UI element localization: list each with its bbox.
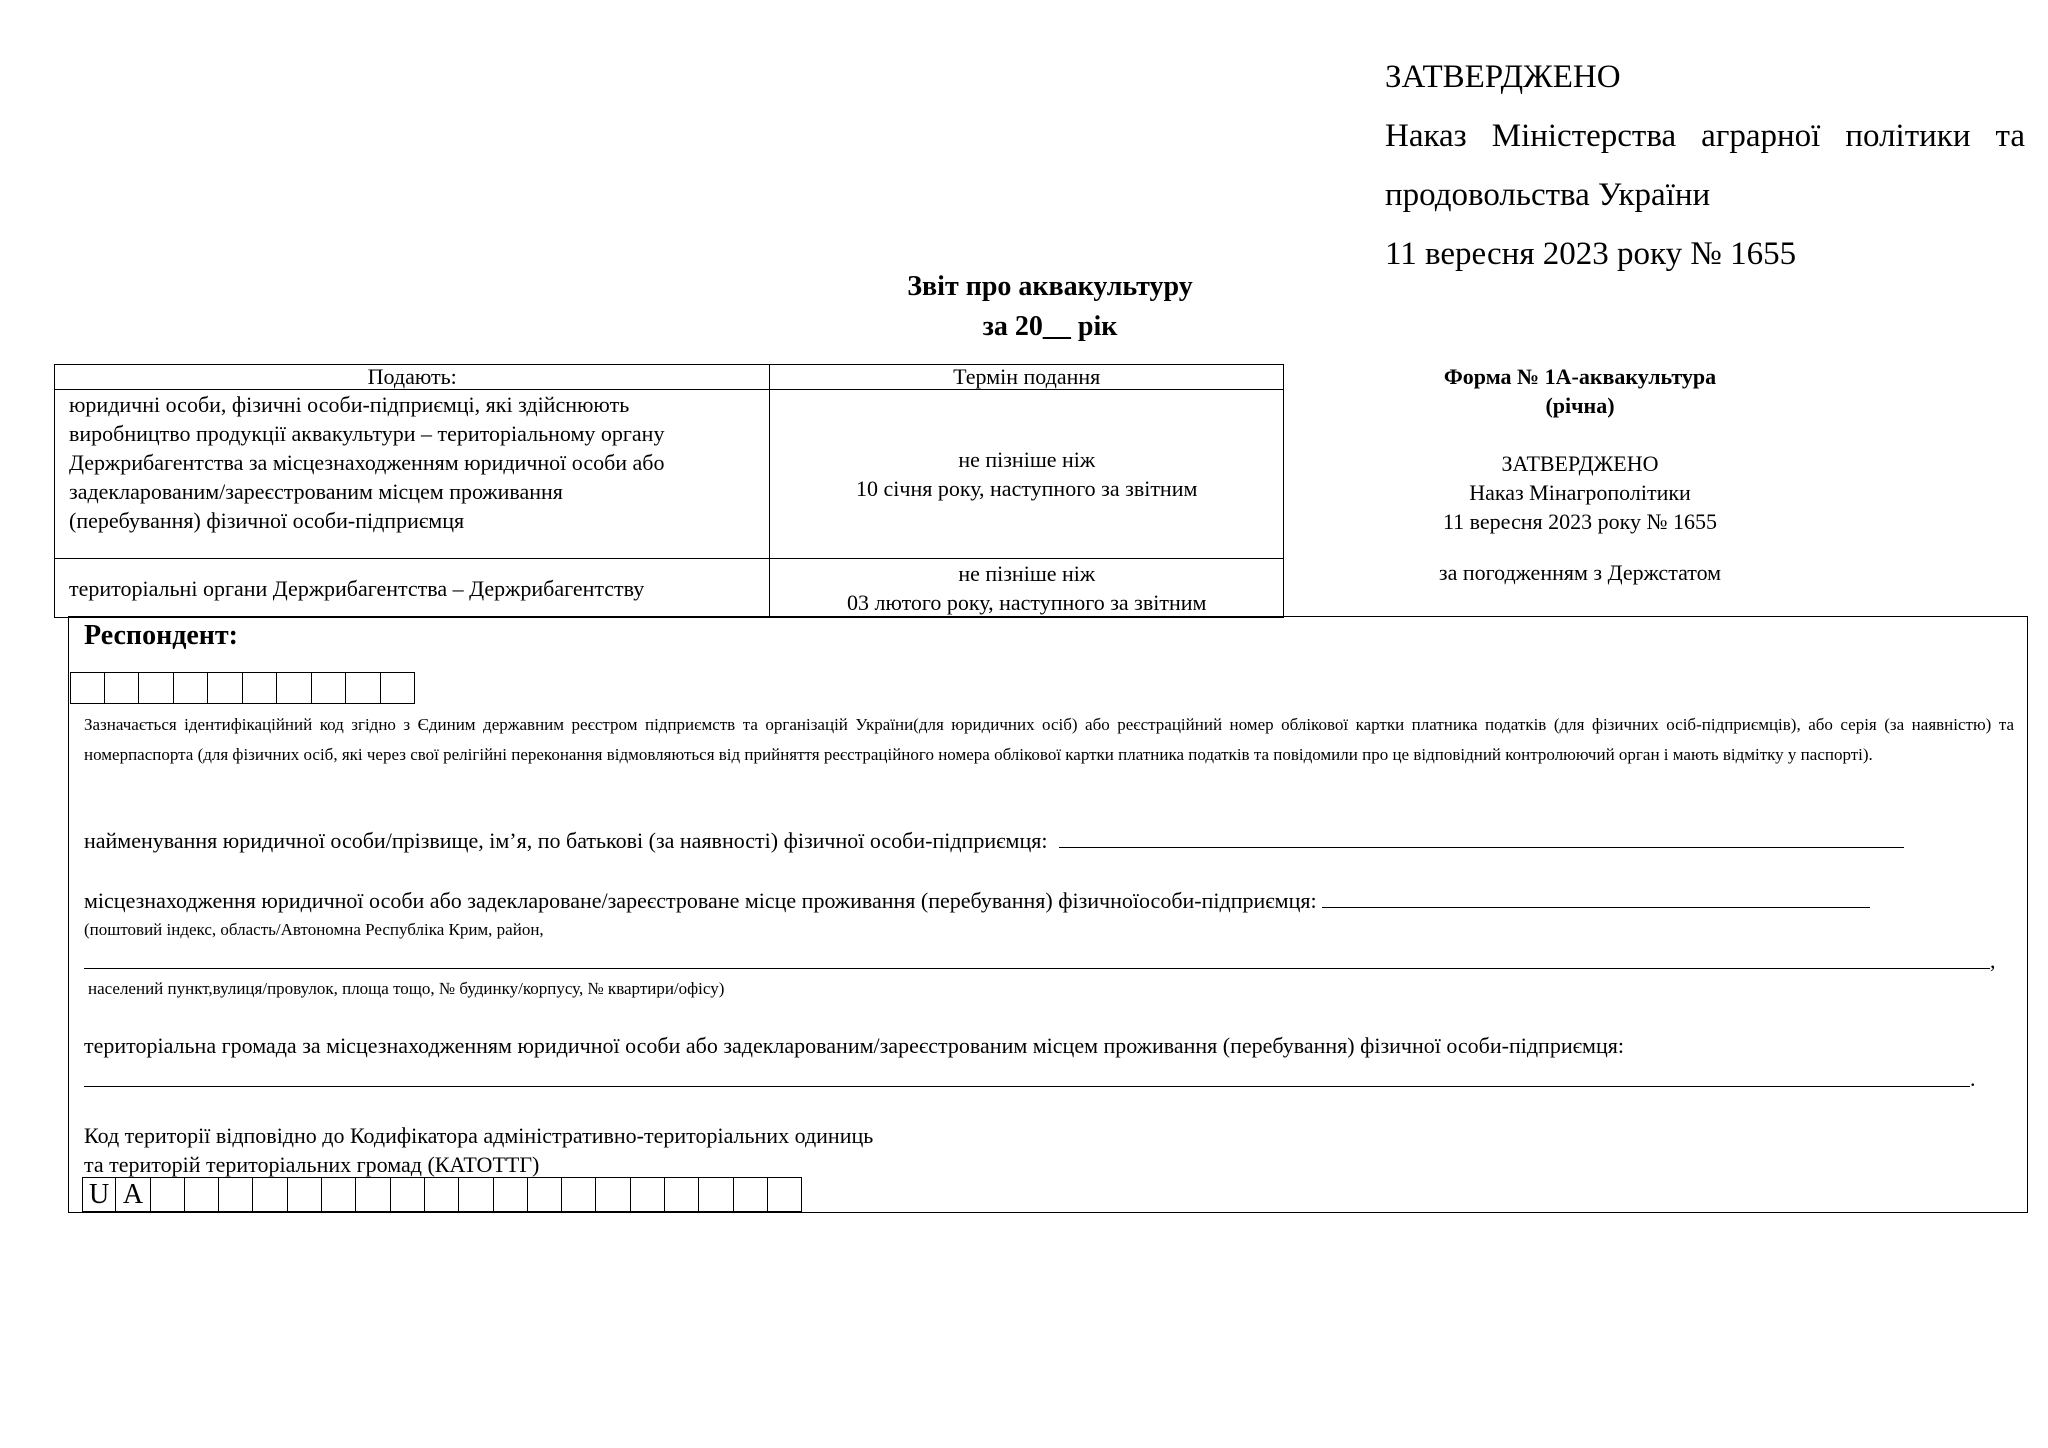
katottg-label xyxy=(84,1121,873,1179)
location-hint-1: (поштовий індекс, область/Автономна Республіка Крим, район, xyxy=(84,920,544,939)
katottg-code-cell[interactable] xyxy=(596,1177,630,1212)
katottg-prefix-cell: U xyxy=(82,1177,116,1212)
approval-order-line2: продовольства України xyxy=(1385,177,1711,213)
approval-order-date: 11 вересня 2023 року № 1655 xyxy=(1385,236,1797,272)
location-label: місцезнаходження юридичної особи або задекларoване/зареєстроване місце проживання (перебування) фізичноїособи-підприємця: xyxy=(84,888,1317,913)
id-code-cell[interactable] xyxy=(105,672,140,704)
form-order-date: 11 вересня 2023 року № 1655 xyxy=(1442,509,1718,534)
id-code-cell[interactable] xyxy=(277,672,312,704)
katottg-code-cell[interactable] xyxy=(425,1177,459,1212)
report-title-line2: за 20__ рік xyxy=(982,311,1118,342)
katottg-code-cell[interactable] xyxy=(185,1177,219,1212)
katottg-code-cell[interactable] xyxy=(391,1177,425,1212)
form-period: (річна) xyxy=(1545,393,1615,418)
katottg-code-cell[interactable] xyxy=(734,1177,768,1212)
submitters-cell xyxy=(55,559,770,618)
respondent-title: Респондент: xyxy=(84,620,238,651)
community-input-line[interactable] xyxy=(84,1086,1970,1087)
submitters-line: територіальні органи Держрибагентства – Держрибагентству xyxy=(69,575,645,601)
katottg-code-cells xyxy=(82,1177,802,1212)
katottg-code-cell[interactable] xyxy=(356,1177,390,1212)
table-row xyxy=(55,390,1284,559)
form-number: Форма № 1А-аквакультура xyxy=(1443,364,1717,389)
submitters-line: виробництво продукції аквакультури – територіальному органу xyxy=(69,421,665,446)
katottg-code-cell[interactable] xyxy=(288,1177,322,1212)
submitters-line: задекларованим/зареєстрованим місцем проживання xyxy=(69,479,563,504)
submitters-cell xyxy=(55,390,770,559)
katottg-prefix-cell: A xyxy=(116,1177,150,1212)
submitters-line: (перебування) фізичної особи-підприємця xyxy=(69,508,465,533)
katottg-code-cell[interactable] xyxy=(699,1177,733,1212)
katottg-code-cell[interactable] xyxy=(253,1177,287,1212)
submission-table xyxy=(54,364,1284,618)
approval-block xyxy=(1385,48,2025,284)
katottg-code-cell[interactable] xyxy=(768,1177,802,1212)
form-info xyxy=(1330,362,1830,587)
katottg-code-cell[interactable] xyxy=(322,1177,356,1212)
table-row xyxy=(55,559,1284,618)
submitters-line: Держрибагентства за місцезнаходженням юридичної особи або xyxy=(69,450,665,475)
name-input-line[interactable] xyxy=(1059,847,1904,848)
location-input-line-2[interactable] xyxy=(84,968,1990,969)
id-code-cell[interactable] xyxy=(208,672,243,704)
header-submitters: Подають: xyxy=(55,365,770,390)
id-code-cell[interactable] xyxy=(174,672,209,704)
id-code-note: Зазначається ідентифікаційний код згідно з Єдиним державним реєстром підприємств та організацій України(для юридичних осіб) або реєстраційний номер облікової картки платника податків (для фізичних осіб-підприємців), або серія (за наявністю) та номерпаспорта (для фізичних осіб, які через свої релігійні переконання відмовляються від прийняття реєстраційного номера облікової картки платника податків та повідомили про це відповідний контролюючий орган і мають відмітку у паспорті). xyxy=(84,715,2014,764)
approval-status: ЗАТВЕРДЖЕНО xyxy=(1385,59,1621,95)
id-code-cell[interactable] xyxy=(243,672,278,704)
location-field-row xyxy=(84,886,1870,916)
form-agreement: за погодженням з Держстатом xyxy=(1438,560,1722,585)
form-approved: ЗАТВЕРДЖЕНО xyxy=(1501,451,1659,476)
katottg-code-cell[interactable] xyxy=(151,1177,185,1212)
form-order: Наказ Мінагрополітики xyxy=(1469,480,1691,505)
name-label: найменування юридичної особи/прізвище, ім’я, по батькові (за наявності) фізичної особи-підприємця: xyxy=(84,828,1048,853)
approval-order-line1: Наказ Міністерства аграрної політики та xyxy=(1385,118,2025,154)
submitters-line: юридичні особи, фізичні особи-підприємці, які здійснюють xyxy=(69,392,630,417)
katottg-code-cell[interactable] xyxy=(562,1177,596,1212)
id-code-cell[interactable] xyxy=(139,672,174,704)
report-title xyxy=(700,267,1400,347)
location-hint-2: населений пункт,вулиця/провулок, площа тощо, № будинку/корпусу, № квартири/офісу) xyxy=(88,979,725,998)
period-mark: . xyxy=(1970,1066,1976,1091)
location-input-line[interactable] xyxy=(1322,907,1870,908)
id-code-cell[interactable] xyxy=(312,672,347,704)
katottg-code-cell[interactable] xyxy=(665,1177,699,1212)
katottg-code-cell[interactable] xyxy=(219,1177,253,1212)
katottg-label-line2: та територій територіальних громад (КАТОТТГ) xyxy=(84,1152,540,1177)
id-code-cells xyxy=(70,672,415,704)
deadline-cell xyxy=(770,390,1284,559)
id-code-cell[interactable] xyxy=(381,672,416,704)
deadline-line: 10 січня року, наступного за звітним xyxy=(856,476,1198,501)
katottg-code-cell[interactable] xyxy=(459,1177,493,1212)
deadline-line: 03 лютого року, наступного за звітним xyxy=(846,590,1207,615)
deadline-cell xyxy=(770,559,1284,618)
deadline-line: не пізніше ніж xyxy=(958,561,1096,586)
katottg-code-cell[interactable] xyxy=(528,1177,562,1212)
katottg-code-cell[interactable] xyxy=(631,1177,665,1212)
community-label: територіальна громада за місцезнаходженням юридичної особи або задекларованим/зареєстрованим місцем проживання (перебування) фізичної особи-підприємця: xyxy=(84,1033,1624,1058)
header-deadline: Термін подання xyxy=(770,365,1284,390)
comma-mark: , xyxy=(1990,948,1996,973)
katottg-label-line1: Код території відповідно до Кодифікатора адміністративно-територіальних одиниць xyxy=(84,1123,874,1148)
katottg-code-cell[interactable] xyxy=(494,1177,528,1212)
id-code-cell[interactable] xyxy=(70,672,105,704)
id-code-cell[interactable] xyxy=(346,672,381,704)
report-title-line1: Звіт про аквакультуру xyxy=(907,271,1193,302)
name-field-row xyxy=(84,826,1904,856)
deadline-line: не пізніше ніж xyxy=(958,447,1096,472)
